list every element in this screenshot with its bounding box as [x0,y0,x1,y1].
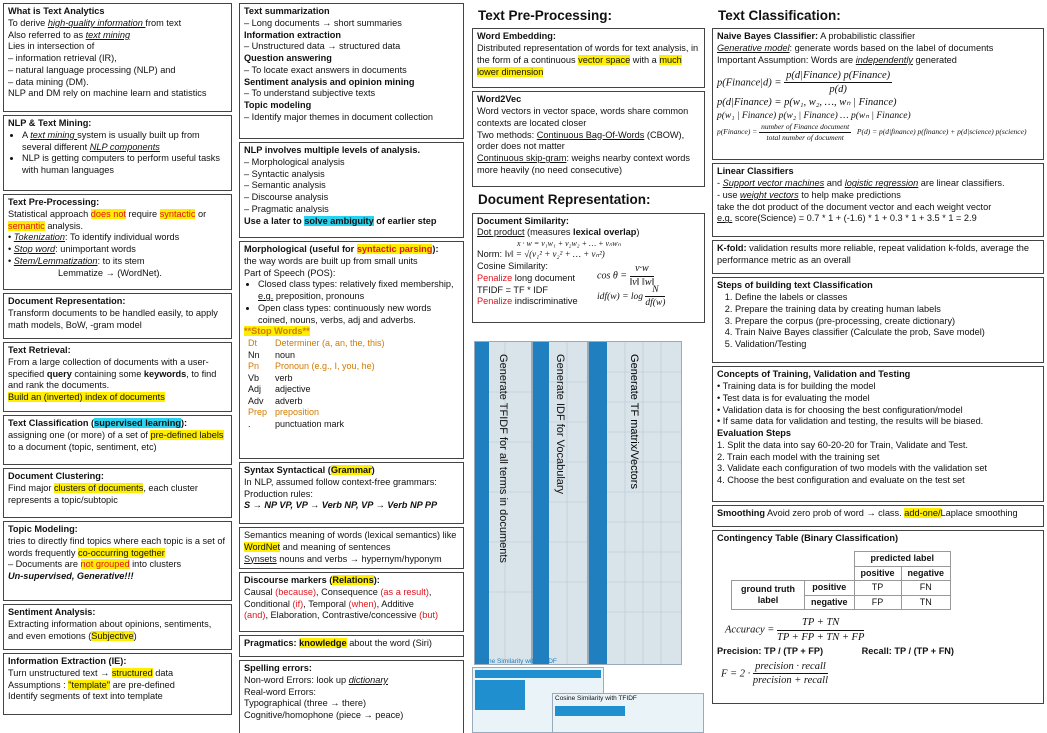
pos-desc: adjective [275,384,311,395]
morph-box: Morphological (useful for syntactic parsing): the way words are built up from small units Part of Speech (POS): • Closed class types: relatively fixed membership, e.g. preposition, pronouns • Open class types: continuously new words coined, nouns, verbs, adj and adverbs. **Stop Words** Dt Determiner (a, an, the, this) Nn noun Pn Pronoun (e.g., I, you, he) Vb verb Adj adjective Adv adverb Prep preposition . punctuation mark [239,241,464,459]
column-3 [472,3,705,733]
column-2 [239,3,464,733]
pos-tag: Pn [248,361,260,372]
pos-row [244,396,389,408]
pos-row [244,361,389,373]
tasks-box: Text summarization – Long documents → short summaries Information extraction – Unstructured data → structured data Question answering – To locate exact answers in documents Sentiment analysis and opinion mining – To understand subjective texts Topic modeling – Identify major themes in document collection [239,3,464,139]
pragmatics-box: Pragmatics: knowledge about the word (Siri) [239,635,464,657]
cosine-table-image: Cosine Similarity with TFIDF [472,667,604,733]
pos-row [244,419,389,431]
pos-tag: Nn [248,349,260,360]
pos-row [244,373,389,385]
pos-row [244,384,389,396]
step-item: 1. Define the labels or classes [735,292,1039,304]
pos-tag: Dt [248,338,257,349]
spelling-box: Spelling errors: Non-word Errors: look up dictionary Real-word Errors: Typographical (three → there) Cognitive/homophone (piece → peace) [239,660,464,733]
topic-box: Topic Modeling: tries to directly find topics where each topic is a set of words frequently co-occurring together – Documents are not grouped into clusters Un-supervised, Generative!!! [3,521,232,601]
pos-tag: . [248,418,251,429]
cosine-table-image-2: Cosine Similarity with TFIDF [552,693,704,733]
sentiment-box: Sentiment Analysis: Extracting information about opinions, sentiments, and even emotions (Subjective) [3,604,232,650]
step-item: 3. Prepare the corpus (pre-processing, create dictionary) [735,316,1039,328]
naive-bayes-box: Naive Bayes Classifier: A probabilistic classifier Generative model: generate words based on the label of documents Important Assumption: Words are independently generated p(Finance|d) = $\frac{\text{p(d|Finance) p(Finance)}}{p(d)}$ p(d|Finance) = p(w₁, w₂, …, wₙ | Finance) p(w₁ | Finance) p(w₂ | Finance) … p(wₙ | Finance) p(Finance) = $\frac{\text{number of Finance document}}{\text{total number of document}}$ P(d) = p(d|finance) p(finance) + p(d|science) p(science) [712,28,1044,160]
classification-box: Text Classification (supervised learning): assigning one (or more) of a set of pre-defined labels to a document (topic, sentiment, etc) [3,415,232,465]
similarity-box: Document Similarity: Dot product (measures lexical overlap) x · w = v₁w₁ + v₂w₂ + … + vₙwₙ Norm: ‖v‖ = √(v₁² + v₂² + … + vₙ²) Cosine Similarity: cos θ = $\frac{v\cdot w}{‖v‖ ‖w‖}$ Penalize long document TFIDF = TF * IDF idf(w) = log $\frac{N}{df(w)}$ Penalize indiscriminative [472,213,705,323]
steps-box: Steps of building text Classification 1. Define the labels or classes 2. Prepare the training data by creating human labels 3. Prepare the corpus (pre-processing, create dictionary) 4. Train Naive Bayes classifier (Calculate the prob, Save model) 5. Validation/Testing [712,277,1044,363]
linear-box: Linear Classifiers - Support vector machines and logistic regression are linear classifiers. - use weight vectors to help make predictions take the dot product of the document vector and each weight vector e.g. score(Science) = 0.7 * 1 + (-1.6) * 1 + 0.3 * 1 + 3.5 * 1 = 2.9 [712,163,1044,237]
tfidf-image [474,341,532,665]
idf-label: Generate IDF for Vocabulary [554,354,567,495]
pos-desc: Pronoun (e.g., I, you, he) [275,361,375,372]
pos-desc: noun [275,349,296,360]
step-item: 5. Validation/Testing [735,339,1039,351]
pos-desc: preposition [275,407,320,418]
what-box: What is Text Analytics To derive high-quality information from text Also referred to as text mining Lies in intersection of – information retrieval (IR), – natural language processing (NLP) and – data mining (DM). NLP and DM rely on machine learn and statistics [3,3,232,112]
pos-row [244,338,389,350]
column-1 [3,3,232,733]
step-item: 2. Prepare the training data by creating human labels [735,304,1039,316]
retrieval-box: Text Retrieval: From a large collection of documents with a user-specified query containing some keywords, to find and rank the documents. Build an (inverted) index of documents [3,342,232,412]
preprocessing-box: Text Pre-Processing: Statistical approach does not require syntactic or semantic analysis. • Tokenization: To identify individual words • Stop word: unimportant words • Stem/Lemmatization: to its stem Lemmatize → (WordNet). [3,194,232,290]
pos-table [244,338,389,430]
pos-tag: Vb [248,372,260,383]
tfidf-label: Generate TFIDF for all terms in documents [497,354,510,563]
column-4 [712,3,1044,733]
levels-box: NLP involves multiple levels of analysis. – Morphological analysis – Syntactic analysis – Semantic analysis – Discourse analysis – Pragmatic analysis Use a later to solve ambiguity of earlier step [239,142,464,238]
word2vec-box: Word2Vec Word vectors in vector space, words share common contexts are located closer Two methods: Continuous Bag-Of-Words (CBOW), order does not matter Continuous skip-gram: weighs nearby context words more heavily (no need consecutive) [472,91,705,187]
ie-box: Information Extraction (IE): Turn unstructured text → structured data Assumptions : "template" are pre-defined Identify segments of text into template [3,653,232,715]
pos-desc: adverb [275,395,303,406]
step-item: 4. Train Naive Bayes classifier (Calculate the prob, Save model) [735,327,1039,339]
clustering-box: Document Clustering: Find major clusters of documents, each cluster represents a topic/subtopic [3,468,232,518]
contingency-table: predicted label positive negative ground truth label positive TP FN negative FP TN [731,551,951,610]
classification-heading: Text Classification: [718,8,841,23]
docrep-heading: Document Representation: [478,192,651,208]
pos-desc: punctuation mark [275,418,345,429]
pos-tag: Prep [248,407,268,418]
tf-matrix-image [588,341,682,665]
syntax-box: Syntax Syntactical (Grammar) In NLP, assumed follow context-free grammars: Production rules: S → NP VP, VP → Verb NP, VP → Verb NP PP [239,462,464,524]
concepts-box: Concepts of Training, Validation and Testing • Training data is for building the model • Test data is for evaluating the model • Validation data is for choosing the best configuration/model • If same data for validation and testing, the results will be biased. Evaluation Steps 1. Split the data into say 60-20-20 for Train, Validate and Test. 2. Train each model with the training set 3. Validate each configuration of two models with the validation set 4. Choose the best configuration and evaluate on the test set [712,366,1044,502]
pos-row [244,350,389,362]
pos-tag: Adj [248,384,262,395]
idf-image [532,341,588,665]
tf-matrix-label: Generate TF matrix/Vectors [628,354,641,489]
pos-desc: verb [275,372,293,383]
pos-tag: Adv [248,395,264,406]
what-title: What is Text Analytics [8,6,105,16]
kfold-box: K-fold: validation results more reliable, repeat validation k-folds, average the performance metric as an overall [712,240,1044,274]
pos-row [244,407,389,419]
discourse-box: Discourse markers (Relations): Causal (because), Consequence (as a result), Conditional (if), Temporal (when), Additive (and), Elaboration, Contrastive/concessive (but) [239,572,464,632]
smoothing-box: Smoothing Avoid zero prob of word → class. add-one/Laplace smoothing [712,505,1044,527]
preproc-heading: Text Pre-Processing: [478,8,613,23]
pos-desc: Determiner (a, an, the, this) [275,338,385,349]
docrep-box: Document Representation: Transform documents to be handled easily, to apply math models, BoW, -gram model [3,293,232,339]
nlp-box: NLP & Text Mining: • A text mining system is usually built up from several different NLP components • NLP is getting computers to perform useful tasks with human languages [3,115,232,191]
semantics-box: Semantics meaning of words (lexical semantics) like WordNet and meaning of sentences Synsets nouns and verbs → hypernym/hyponym [239,527,464,569]
contingency-box: Contingency Table (Binary Classification) predicted label positive negative ground truth label positive TP FN negative FP TN Accuracy = $\frac{TP + TN}{TP + FP + TN + FP}$ Precision: TP / (TP + FP) Recall: TP / (TP + FN) F = 2 · $\frac{\text{precision · recall}}{\text{precision + recall}}$ [712,530,1044,704]
embedding-box: Word Embedding: Distributed representation of words for text analysis, in the form of a continuous vector space with a much lower dimension [472,28,705,88]
